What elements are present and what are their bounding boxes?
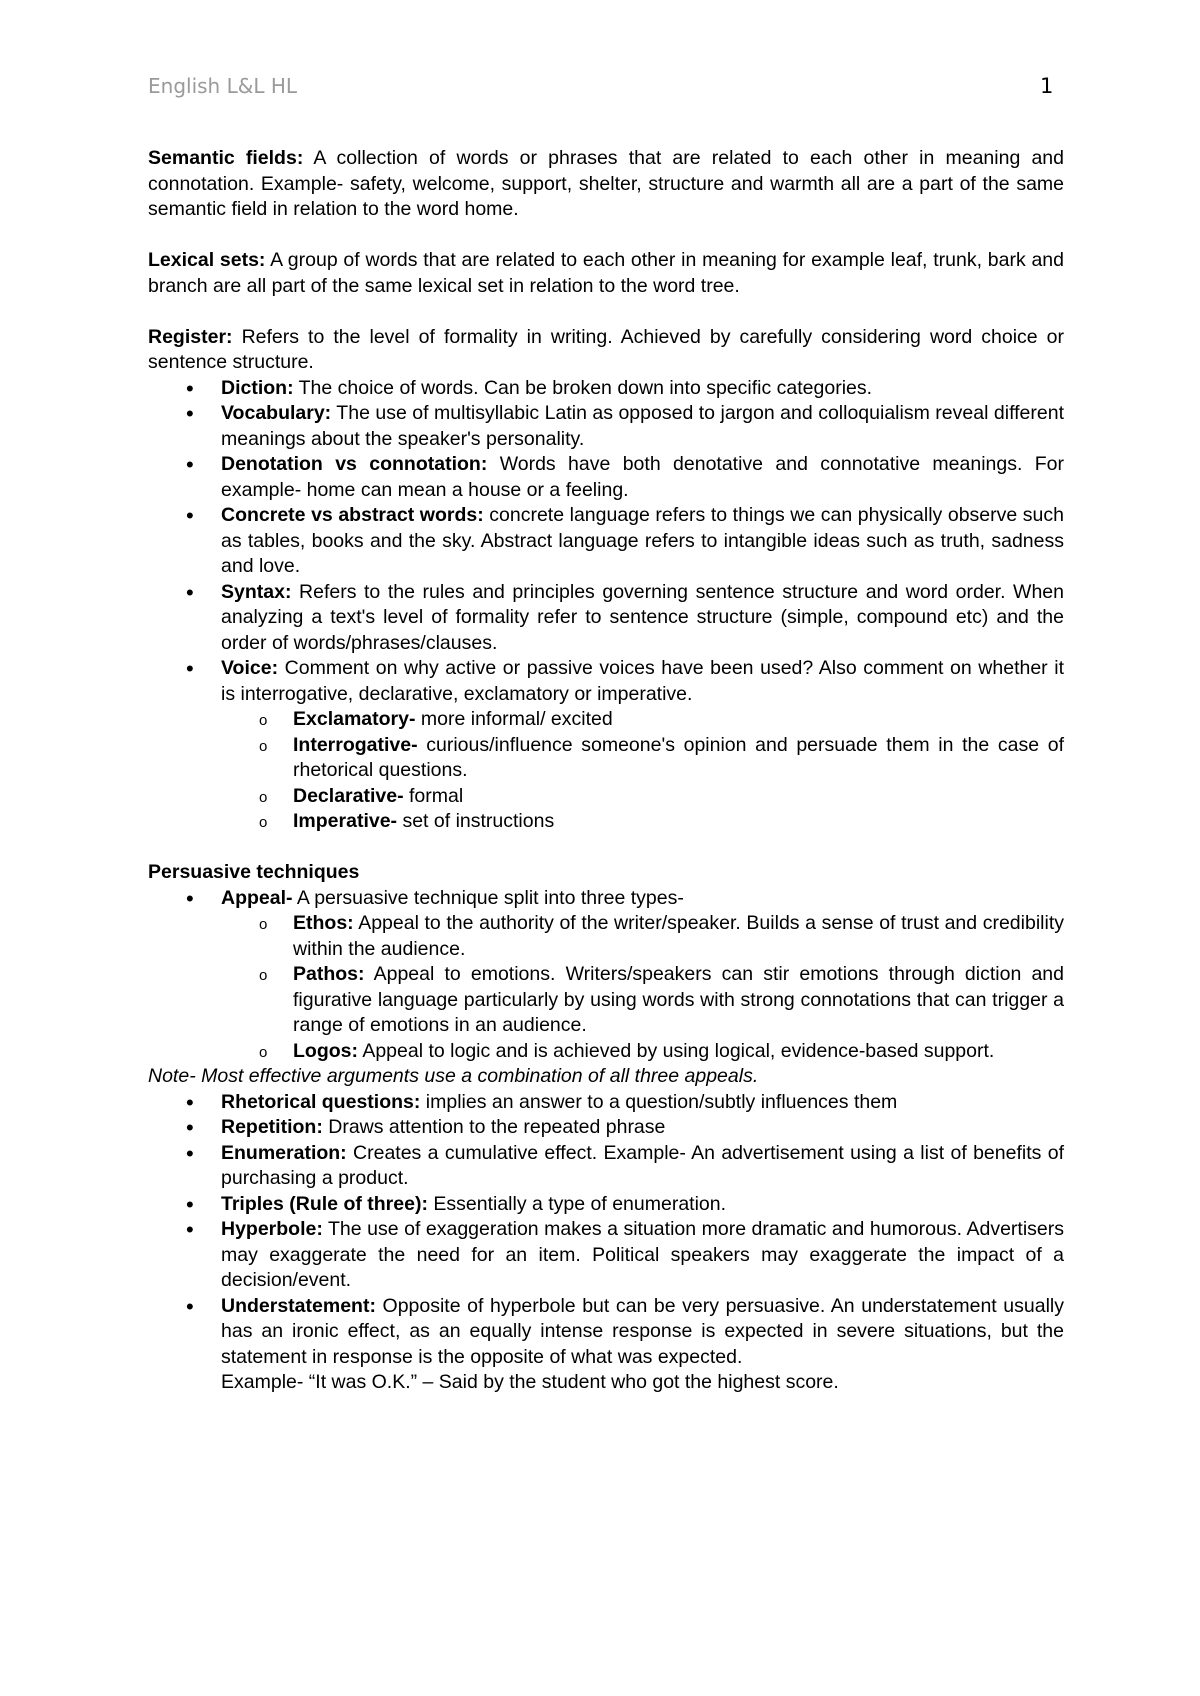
term: Semantic fields: [148,147,304,169]
list-item [148,503,1064,580]
techniques-list [148,1090,1064,1371]
term: Denotation vs connotation: [221,453,488,475]
document-body [148,146,1064,1396]
header-title: English L&L HL [148,74,297,98]
definition: formal [403,784,464,807]
sublist-item [148,911,1064,962]
term: Enumeration: [221,1141,347,1164]
term: Exclamatory- [293,708,416,730]
voice-sublist [148,707,1064,835]
definition: Words have both denotative and connotative meanings. For example- home can mean a house or a feeling. [221,453,1065,501]
register-list [148,376,1064,708]
list-item [148,1141,1064,1192]
term: Syntax: [221,580,292,603]
term: Diction: [221,376,294,399]
definition: Appeal to logic and is achieved by using logical, evidence-based support. [357,1039,995,1062]
definition: set of instructions [397,810,555,832]
term: Hyperbole: [221,1218,323,1240]
definition: implies an answer to a question/subtly influences them [420,1090,898,1113]
appeal-sublist [148,911,1064,1064]
term: Appeal- [221,886,293,909]
sublist-item [148,707,1064,733]
definition: Refers to the rules and principles governing sentence structure and word order. When analyzing a text's level of formality refer to sentence structure (simple, compound etc) and the order of words/phrases/clauses. [221,580,1064,654]
sublist-item [148,733,1064,784]
persuasive-heading [148,860,1064,886]
definition: curious/influence someone's opinion and persuade them in the case of rhetorical questions. [293,733,1064,781]
list-item [148,886,1064,912]
definition: A collection of words or phrases that are related to each other in meaning and connotation. Example- safety, welcome, support, shelter, structure and warmth all are a part of the same semantic field in relation to the word home. [148,147,1064,220]
term: Declarative- [293,784,404,807]
term: Triples (Rule of three): [221,1192,428,1215]
list-item [148,656,1064,707]
list-item [148,580,1064,657]
term: Pathos: [293,963,365,985]
list-item [148,1217,1064,1294]
semantic-fields-paragraph [148,146,1064,223]
definition: Opposite of hyperbole but can be very persuasive. An understatement usually has an ironic effect, as an equally intense response is expected in severe situations, but the statement in response is the opposite of what was expected. [221,1294,1064,1368]
term: Rhetorical questions: [221,1090,421,1113]
list-item [148,452,1064,503]
term: Vocabulary: [221,402,332,424]
definition: The use of exaggeration makes a situation more dramatic and humorous. Advertisers may exaggerate the need for an item. Political speakers may exaggerate the impact of a decision/event. [221,1218,1064,1291]
lexical-sets-paragraph [148,248,1064,299]
list-item [148,1115,1064,1141]
definition: Draws attention to the repeated phrase [322,1116,666,1138]
term: Register: [148,325,233,348]
term: Interrogative- [293,733,418,756]
definition: Essentially a type of enumeration. [427,1192,727,1215]
definition: Appeal to emotions. Writers/speakers can stir emotions through diction and figurative language particularly by using words with strong connotations that can trigger a range of emotions in an audience. [293,963,1064,1036]
sublist-item [148,784,1064,810]
definition: concrete language refers to things we can physically observe such as tables, books and the sky. Abstract language refers to intangible ideas such as truth, sadness and love. [221,504,1064,577]
term: Imperative- [293,810,398,832]
sublist-item [148,962,1064,1039]
term: Ethos: [293,912,354,934]
sublist-item [148,809,1064,835]
definition: A persuasive technique split into three types- [292,886,684,909]
definition: Appeal to the authority of the writer/speaker. Builds a sense of trust and credibility within the audience. [293,912,1064,960]
list-item [148,401,1064,452]
term: Repetition: [221,1116,323,1138]
definition: Comment on why active or passive voices have been used? Also comment on whether it is interrogative, declarative, exclamatory or imperative. [221,657,1064,705]
term: Voice: [221,657,279,679]
page-number: 1 [1040,74,1054,98]
list-item [148,1294,1064,1371]
list-item [148,1192,1064,1218]
term: Understatement: [221,1294,376,1317]
heading-text: Persuasive techniques [148,861,360,883]
list-item [148,376,1064,402]
example-text: Example- “It was O.K.” – Said by the student who got the highest score. [221,1371,839,1393]
definition: Refers to the level of formality in writing. Achieved by carefully considering word choice or sentence structure. [148,325,1064,373]
definition: A group of words that are related to each other in meaning for example leaf, trunk, bark and branch are all part of the same lexical set in relation to the word tree. [148,249,1064,297]
term: Logos: [293,1039,358,1062]
definition: Creates a cumulative effect. Example- An advertisement using a list of benefits of purchasing a product. [221,1141,1064,1189]
appeal-list [148,886,1064,912]
term: Concrete vs abstract words: [221,504,484,526]
list-item [148,1090,1064,1116]
definition: The choice of words. Can be broken down into specific categories. [293,376,873,399]
term: Lexical sets: [148,249,266,271]
note-text: Note- Most effective arguments use a combination of all three appeals. [148,1065,759,1087]
definition: The use of multisyllabic Latin as opposed to jargon and colloquialism reveal different meanings about the speaker's personality. [221,402,1064,450]
definition: more informal/ excited [415,708,613,730]
register-paragraph [148,325,1064,376]
sublist-item [148,1039,1064,1065]
